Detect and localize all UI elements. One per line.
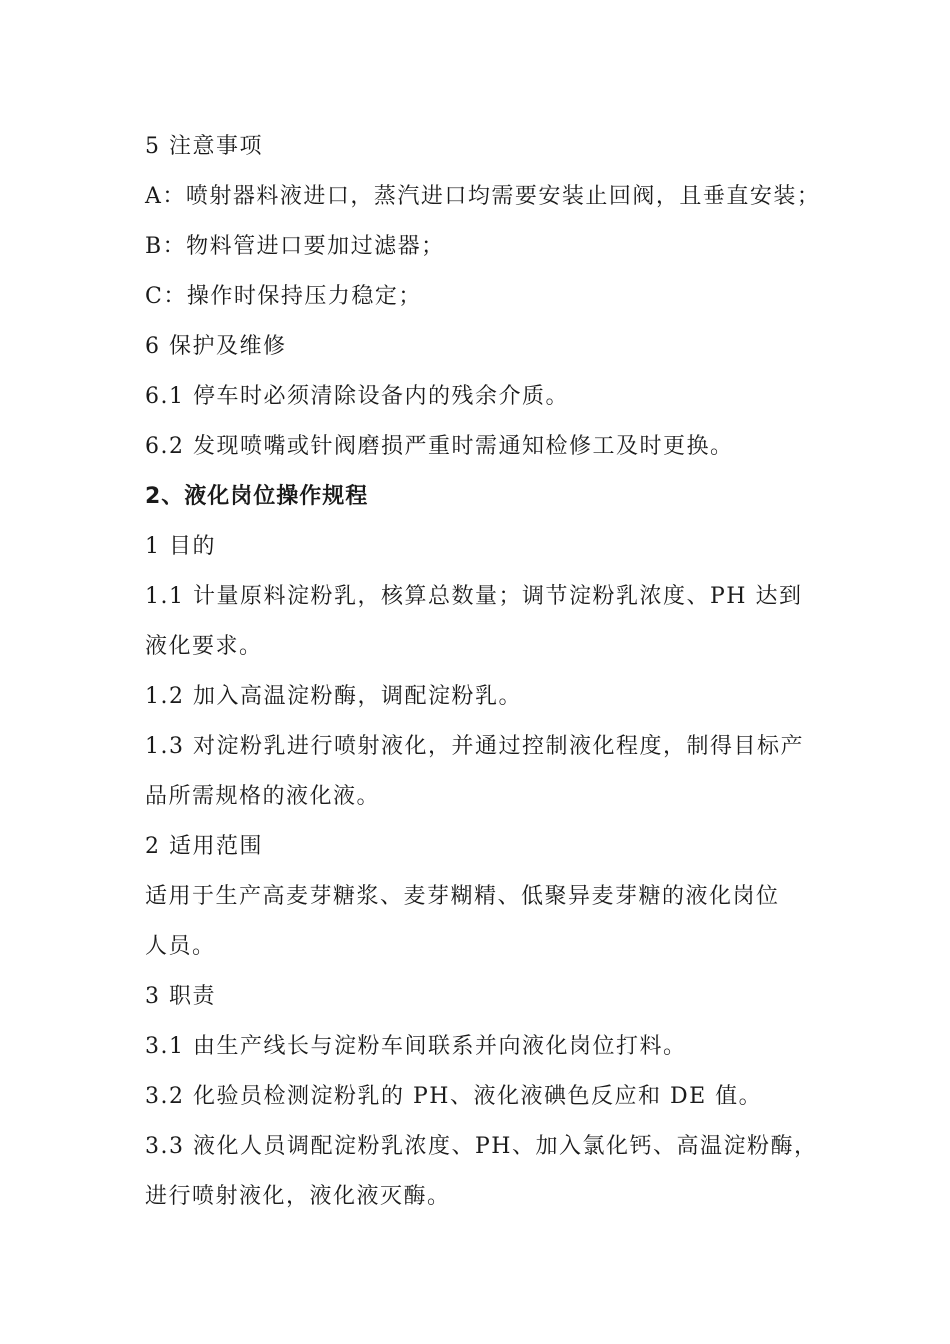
- paragraph-line: 3.3 液化人员调配淀粉乳浓度、PH、加入氯化钙、高温淀粉酶，: [145, 1134, 818, 1159]
- paragraph-line: 进行喷射液化，液化液灭酶。: [145, 1184, 451, 1209]
- paragraph-line: 1.2 加入高温淀粉酶，调配淀粉乳。: [145, 684, 522, 709]
- section-heading-precautions: 5 注意事项: [145, 134, 263, 159]
- paragraph-line: 3.1 由生产线长与淀粉车间联系并向液化岗位打料。: [145, 1034, 687, 1059]
- paragraph-line: 1.3 对淀粉乳进行喷射液化，并通过控制液化程度，制得目标产: [145, 734, 804, 759]
- paragraph-line: 1.1 计量原料淀粉乳，核算总数量；调节淀粉乳浓度、PH 达到: [145, 584, 803, 609]
- paragraph-line: 6.2 发现喷嘴或针阀磨损严重时需通知检修工及时更换。: [145, 434, 734, 459]
- section-heading-responsibilities: 3 职责: [145, 984, 216, 1009]
- paragraph-line: C：操作时保持压力稳定；: [145, 284, 422, 309]
- paragraph-line: 3.2 化验员检测淀粉乳的 PH、液化液碘色反应和 DE 值。: [145, 1084, 763, 1109]
- paragraph-line: A：喷射器料液进口，蒸汽进口均需要安装止回阀，且垂直安装；: [145, 184, 821, 209]
- paragraph-line: 品所需规格的液化液。: [145, 784, 381, 809]
- section-heading-purpose: 1 目的: [145, 534, 216, 559]
- paragraph-line: 人员。: [145, 934, 216, 959]
- document-body: [145, 122, 825, 1222]
- section-heading-maintenance: 6 保护及维修: [145, 334, 287, 359]
- paragraph-line: 6.1 停车时必须清除设备内的残余介质。: [145, 384, 569, 409]
- paragraph-line: 适用于生产高麦芽糖浆、麦芽糊精、低聚异麦芽糖的液化岗位: [145, 884, 780, 909]
- chapter-title: 2、液化岗位操作规程: [145, 484, 369, 509]
- paragraph-line: B：物料管进口要加过滤器；: [145, 234, 445, 259]
- section-heading-scope: 2 适用范围: [145, 834, 263, 859]
- paragraph-line: 液化要求。: [145, 634, 263, 659]
